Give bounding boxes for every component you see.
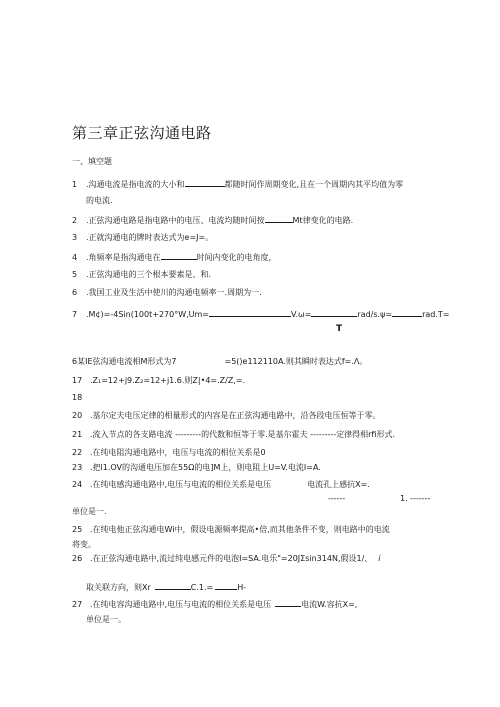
blank[interactable]	[311, 308, 357, 317]
question-21: 21 .流入节点的各支路电流 ---------的代数和恒等于零.是基尔霍夫 ---------定律得相rfi形式.	[72, 430, 396, 439]
question-17: 17 .Z₁=12+j9.Z₂=12+j1.6.则Z|•4=.Z/Z,=.	[72, 376, 246, 385]
blank[interactable]	[215, 581, 237, 590]
period-symbol: T	[336, 324, 343, 334]
blank-dashes[interactable]: 1. -------	[400, 494, 431, 503]
blank[interactable]	[161, 251, 197, 260]
question-24-unit: 单位是一.	[72, 507, 107, 516]
page-title: 第三章正弦沟通电路	[72, 124, 212, 142]
question-22: 22 .在纯电阻沟通电路中，电压与电流的相位关系是0	[72, 448, 266, 457]
blank[interactable]	[185, 178, 225, 187]
question-20: 20 .基尔定夫电压定律的相量形式的内容是在正弦沟通电路中，沿各段电压恒等于零。	[72, 411, 381, 420]
question-3: 3 .正就沟通电的牌时表达式为e=J=。	[72, 233, 214, 242]
question-7: 7 .M¢)=-4Sin(100t+270°W,Um= V.ω= rad/s.ψ= rad.T=	[72, 310, 450, 319]
blank[interactable]	[392, 308, 422, 317]
question-26-ref: 取关联方向，则Xr C.1.= H-	[86, 583, 247, 592]
question-4: 4 .角频率是指沟通电在 时间内变化的电角度，	[72, 253, 277, 262]
blank[interactable]	[265, 214, 293, 223]
question-5: 5 .正弦沟通电的三个根本要素是、和.	[72, 270, 212, 279]
question-23: 23 .把l1.OV的沟通电压加在55Ω的电]M上，则电阻上U=V.电流I=A.	[72, 463, 321, 472]
question-26: 26 .在正弦沟通电路中,流过纯电感元件的电泡I=SA.电乐"=20JΣsin314N,假设1/、 i	[72, 554, 381, 563]
question-6: 6 .我国工业及生活中使川的沟通电频率一.周期为一.	[72, 288, 262, 297]
blank[interactable]	[209, 308, 291, 317]
blank[interactable]	[155, 581, 191, 590]
question-18: 18	[72, 393, 83, 402]
question-1-cont: 的电流.	[86, 196, 113, 205]
question-25-cont: 将变。	[72, 540, 96, 549]
question-27: 27 .在纯电容沟通电路中,电压与电流的相位关系是电压 电流W.容抗X=,	[72, 600, 358, 609]
question-6b: 6某IE弦沟通电流相M形式为7 =5()e112110A.则其瞬时表达式f=.Λ。	[72, 357, 368, 366]
question-24: 24 .在纯电感沟通电路中,电压与电流的相位关系是电压 电流孔上感抗X=.	[72, 480, 370, 489]
section-heading: 一、填空题	[72, 157, 112, 166]
question-25: 25 .在纯电他正弦沟通电Wi中，假设电源频率提高•倍,而其他条件不变，则电路中的电流	[72, 525, 390, 534]
question-27-unit: 单位是一。	[86, 615, 126, 624]
blank[interactable]	[275, 598, 301, 607]
question-2: 2 .正弦沟通电路是指电路中的电压、电流均随时间按 Mt律变化的电路.	[72, 216, 354, 225]
blank-dashes[interactable]: ------	[328, 494, 346, 503]
question-1: 1 .沟通电流是指电流的大小和 都随时间作周期变化,且在一个周期内其平均值为零	[72, 180, 404, 189]
